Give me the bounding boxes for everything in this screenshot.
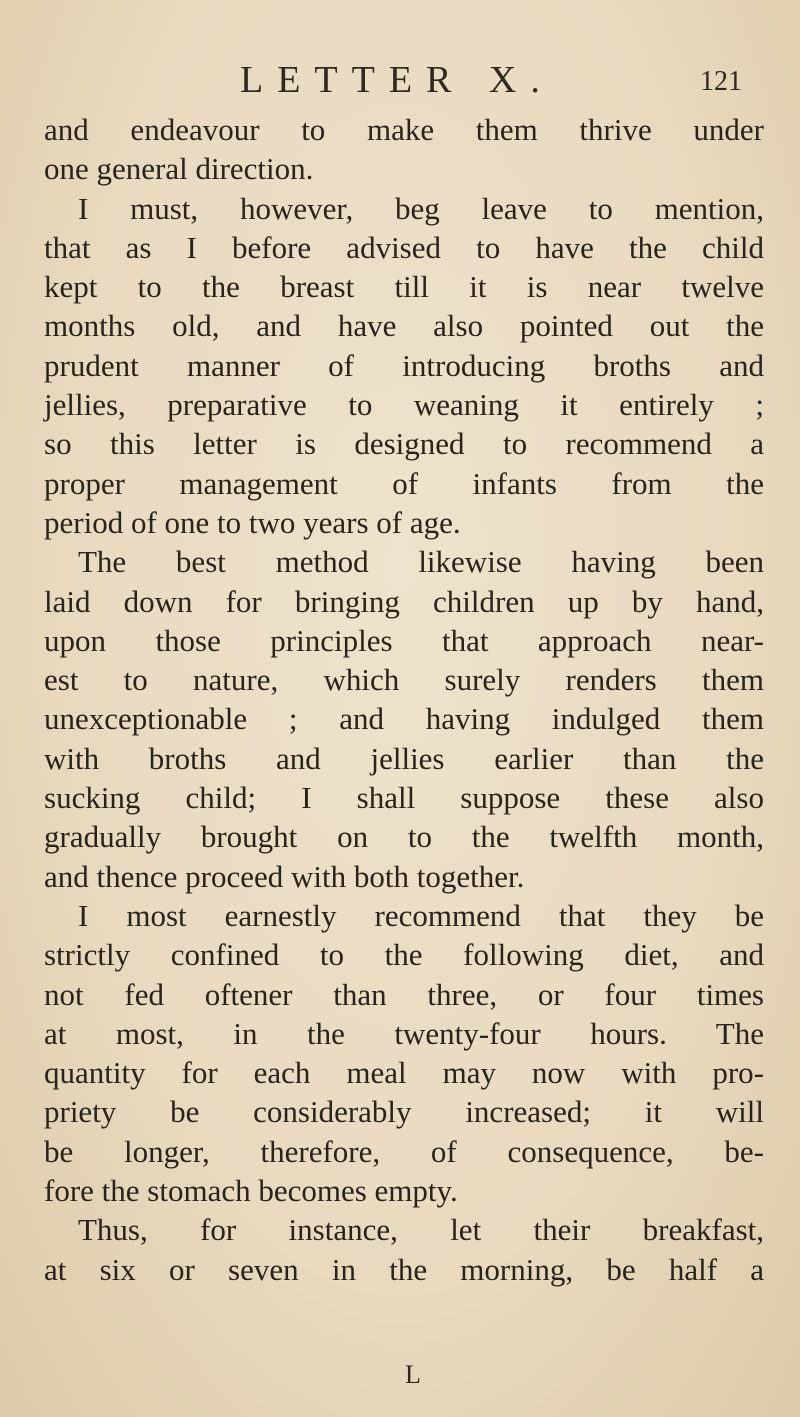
text-line: quantity for each meal may now with pro- <box>44 1055 764 1091</box>
signature-mark: L <box>405 1360 421 1389</box>
text-line: at most, in the twenty-four hours. The <box>44 1015 764 1051</box>
text-line: proper management of infants from the <box>44 465 764 501</box>
text-line: Thus, for instance, let their breakfast, <box>78 1212 764 1248</box>
text-line: I must, however, beg leave to mention, <box>78 190 764 226</box>
text-line: sucking child; I shall suppose these also <box>44 780 764 816</box>
body-text <box>44 110 764 1289</box>
text-line: unexceptionable ; and having indulged them <box>44 701 764 737</box>
text-line: period of one to two years of age. <box>44 504 461 540</box>
text-line: fore the stomach becomes empty. <box>44 1173 458 1209</box>
text-line: so this letter is designed to recommend a <box>44 426 764 462</box>
page-number: 121 <box>700 66 742 97</box>
text-line: at six or seven in the morning, be half a <box>44 1251 764 1287</box>
text-line: and endeavour to make them thrive under <box>44 112 764 147</box>
text-line: months old, and have also pointed out the <box>44 308 764 344</box>
text-line: priety be considerably increased; it will <box>44 1094 764 1130</box>
running-head: LETTER X. <box>240 59 554 101</box>
text-line: I most earnestly recommend that they be <box>78 897 764 933</box>
text-line: and thence proceed with both together. <box>44 858 525 894</box>
text-line: kept to the breast till it is near twelve <box>44 269 764 305</box>
text-line: that as I before advised to have the child <box>44 229 764 265</box>
text-line: prudent manner of introducing broths and <box>44 347 764 383</box>
text-line: with broths and jellies earlier than the <box>44 740 764 776</box>
text-line: one general direction. <box>44 151 314 187</box>
text-line: laid down for bringing children up by hand, <box>44 583 764 619</box>
text-line: gradually brought on to the twelfth month, <box>44 819 764 855</box>
text-line: est to nature, which surely renders them <box>44 662 764 698</box>
text-line: strictly confined to the following diet, and <box>44 937 764 973</box>
text-line: be longer, therefore, of consequence, be- <box>44 1133 764 1169</box>
text-line: not fed oftener than three, or four times <box>44 976 764 1012</box>
text-line: The best method likewise having been <box>78 544 764 580</box>
text-line: jellies, preparative to weaning it entirely ; <box>44 387 764 423</box>
text-line: upon those principles that approach near- <box>44 622 764 658</box>
